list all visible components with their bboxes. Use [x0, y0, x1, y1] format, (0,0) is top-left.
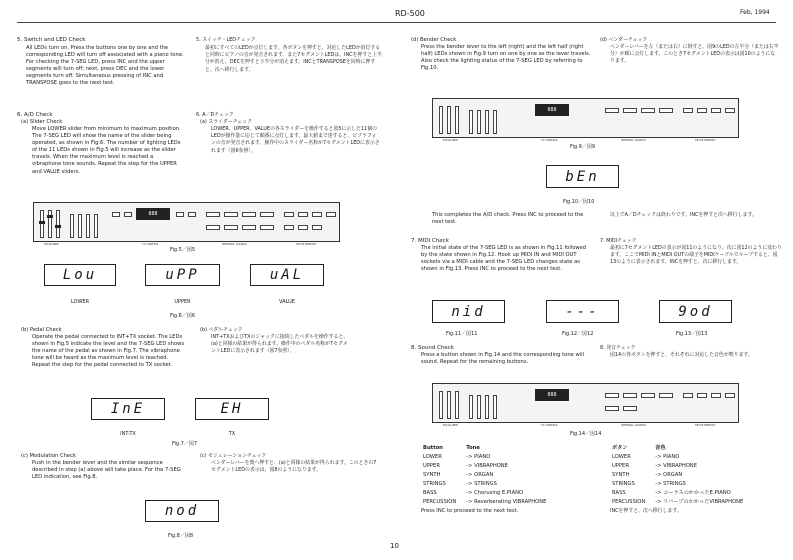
slider-lower [40, 210, 44, 238]
table-row [612, 463, 751, 470]
fig7-lcd-int-tx: InE [91, 398, 165, 420]
panel-button [284, 225, 294, 230]
s6-body-jp: LOWER、UPPER、VALUEの各スライダーを操作すると図5に示した11個のLEDが操作量に応じて順番に点灯します。最大値まで達すると、ビブラフォンの音が発音されます。操作中のスライダー名称が7セグメントLEDに表示されます（図6参照）。 [211, 126, 380, 154]
panel-button [124, 212, 132, 217]
s6-sub-en: (a) Slider Check [21, 119, 63, 125]
row-button: SYNTH [612, 472, 630, 478]
tone-footer-en: Press INC to proceed to the next test. [421, 508, 519, 514]
row-tone: -> ORGAN [466, 472, 494, 478]
panel-button [242, 225, 256, 230]
slider [447, 106, 451, 134]
s6b-body-en: Operate the pedal connected to INT+TX socket. The LEDs shown in Fig.5 indicate the level and the 7-SEG LED shows the name of the pedal as shown in Fig.7. The vibraphone tone will be heard as the maximum level is reached. Repeat the step for the pedal connected to TX socket. [32, 334, 185, 369]
label-tx-control: TX CONTROL [541, 139, 558, 142]
panel-button [176, 212, 184, 217]
s7-body-en: The initial state of the 7-SEG LED is as shown in Fig.11 followed by the state shown in Fig.12. Hook up MIDI IN and MIDI OUT sockets via a MIDI cable and the 7-SEG LED changes state as shown in Fig.13. Press INC to proceed to the next test. [421, 245, 587, 273]
panel-button [725, 108, 735, 113]
s8-title-en: 8. Sound Check [411, 345, 454, 351]
slider [439, 106, 443, 134]
panel-button [298, 212, 308, 217]
model-title: RD-500 [395, 9, 425, 18]
header-button-jp: ボタン [612, 445, 628, 451]
s6-title-jp: 6. A／Dチェック [196, 112, 234, 118]
s6-sub-jp: (a) スライダーチェック [200, 119, 253, 125]
s7-title-jp: 7. MIDIチェック [600, 238, 637, 244]
row-tone: -> STRINGS [466, 481, 497, 487]
label-tx-control: TX CONTROL [142, 243, 159, 246]
tone-button [659, 393, 673, 398]
slider [455, 106, 459, 134]
panel-button [284, 212, 294, 217]
s6-title-en: 6. A/D Check [17, 112, 53, 118]
table-row [612, 490, 751, 497]
label-equalizer: EQUALIZER [443, 139, 458, 142]
label-setup-memory: SETUP MEMORY [695, 424, 716, 427]
fig8-lcd: nod [145, 500, 219, 522]
label-internal-sounds: INTERNAL SOUNDS [621, 424, 646, 427]
panel-button [697, 393, 707, 398]
fig6-caption: Fig.6／図6 [170, 313, 196, 319]
fig6-label-upper: UPPER [174, 299, 191, 305]
row-button: LOWER [612, 454, 631, 460]
panel-button [711, 108, 721, 113]
fig6-lcd-value: uAL [250, 264, 324, 286]
fig7-caption: Fig.7／図7 [172, 441, 198, 447]
s6d-body-en: Press the bender lever to the left (right) and the left half (right half) LEDs shown in Fig.9 turn on one by one as the lever travels. Also check the lighting status of the 7-SEG LED by referring to Fig.10. [421, 44, 591, 72]
fig8-caption: Fig.8／図8 [168, 533, 194, 539]
s8-title-jp: 8. 発音チェック [600, 345, 636, 351]
fig12-lcd: --- [546, 300, 619, 323]
row-button: STRINGS [423, 481, 446, 487]
fig7-lcd-tx: EH [195, 398, 269, 420]
table-row [612, 481, 751, 488]
slider-knob [39, 221, 45, 224]
tone-button [623, 393, 637, 398]
row-tone: -> コーラスのかかったE.PIANO [655, 490, 731, 496]
panel-button [224, 212, 238, 217]
slider [439, 391, 443, 419]
date: Feb, 1994 [740, 9, 770, 16]
s6-body-en: Move LOWER slider from minimum to maximum position. The 7-SEG LED will show the name of the slider being operated, as shown in Fig.6. The number of lighting LEDs of the 11 LEDs shown in Fig.5 will increase as the slider travels. When the maximum level is reached a vibraphone tone sounds. Repeat the step for the UPPER and VALUE sliders. [32, 126, 181, 175]
slider [78, 214, 82, 238]
slider [493, 395, 497, 419]
slider [469, 110, 473, 134]
row-button: PERCUSSION [423, 499, 457, 505]
row-button: LOWER [423, 454, 442, 460]
s7-body-jp: 最初に7セグメントLEDの表示が図11のようになり、次に図12のように変わります。ここでMIDI INとMIDI OUTの端子をMIDIケーブルでループすると、図13のように表示されます。INCを押すと、次に移行します。 [610, 245, 782, 266]
fig5-caption: Fig.5／図5 [170, 247, 196, 253]
fig10-lcd: bEn [546, 165, 619, 188]
tone-table-jp [610, 443, 753, 508]
fig11-lcd: nid [432, 300, 505, 323]
ad-end-en: This completes the A/D check. Press INC to proceed to the next test. [432, 212, 584, 226]
s8-body-en: Press a button shown in Fig.14 and the corresponding tone will sound. Repeat for the remaining buttons. [421, 352, 585, 366]
s7-title-en: 7. MIDI Check [411, 238, 449, 244]
slider-knob [55, 225, 61, 228]
panel-button [224, 225, 238, 230]
fig6-label-value: VALUE [279, 299, 295, 305]
label-setup-memory: SETUP MEMORY [296, 243, 317, 246]
fig13-lcd: 9od [659, 300, 732, 323]
s5-title-jp: 5. スイッチ・LEDチェック [196, 37, 256, 43]
fig10-caption: Fig.10／図10 [563, 199, 595, 205]
panel-button [206, 225, 220, 230]
row-button: UPPER [612, 463, 629, 469]
s6c-sub-en: (c) Modulation Check [21, 453, 76, 459]
fig7-label-tx: TX [228, 431, 236, 437]
ad-end-jp: 以上でA／Dチェックは終わりです。INCを押すと次へ移行します。 [610, 212, 757, 218]
row-tone: -> Chorusing E.PIANO [466, 490, 524, 496]
s6b-body-jp: INT+TXおよびTXのジャックに接続したペダルを操作すると、(a)と同様の結果が得られます。操作中のペダル名称が7セグメントLEDに表示されます（図7参照）。 [211, 334, 349, 355]
fig14-panel [432, 383, 739, 427]
panel-button [683, 108, 693, 113]
panel-button [188, 212, 196, 217]
s6c-sub-jp: (c) モジュレーションチェック [200, 453, 267, 459]
tone-table-en [421, 443, 556, 508]
panel-button [206, 212, 220, 217]
s6d-body-jp: ベンダーレバーを左（または右）に倒すと、図9のLEDの左半分（または右半分）が順に点灯します。このとき7セグメントLEDの表示は図10のようになります。 [610, 44, 779, 65]
row-tone: -> PIANO [466, 454, 491, 460]
row-tone: -> VIBRAPHONE [466, 463, 508, 469]
page-number: 10 [390, 542, 399, 550]
table-row [612, 454, 751, 461]
s6b-sub-en: (b) Pedal Check [21, 327, 62, 333]
panel-display: 888 [535, 104, 569, 116]
fig13-caption: Fig.13／図13 [676, 331, 708, 337]
fig6-lcd-upper: uPP [145, 264, 220, 286]
table-row [423, 499, 554, 506]
header-tone: Tone [466, 445, 480, 451]
fig7-label-int-tx: INT-TX [120, 431, 136, 437]
slider [469, 395, 473, 419]
tone-button [623, 406, 637, 411]
label-internal-sounds: INTERNAL SOUNDS [621, 139, 646, 142]
panel-button [260, 212, 274, 217]
panel-button [659, 108, 673, 113]
tone-footer-jp: INCを押すと、次へ移行します。 [610, 508, 682, 514]
panel-button [683, 393, 693, 398]
s6c-body-en: Push in the bender lever and the similar sequence described in step (a) above will take place. For the 7-SEG LED indication, see Fig.8. [32, 460, 181, 481]
slider [477, 110, 481, 134]
slider [493, 110, 497, 134]
panel-button [711, 393, 721, 398]
row-tone: -> ORGAN [655, 472, 683, 478]
panel-button [623, 108, 637, 113]
panel-button [641, 108, 655, 113]
s5-body-jp: 最初にすべてのLEDが点灯します。各ボタンを押すと、対応したLEDが消灯すると同時にピアノの音が発音されます。また7セグメントLEDは、INCを押すと上半分が消え、DECを押すと下半分が消えます。INCとTRANSPOSEを同時に押すと、次へ移行します。 [205, 45, 382, 73]
fig6-lcd-lower: Lou [44, 264, 116, 286]
fig9-caption: Fig.9／図9 [570, 144, 596, 150]
table-row [423, 472, 554, 479]
table-row [612, 472, 751, 479]
slider [94, 214, 98, 238]
slider [70, 214, 74, 238]
fig11-caption: Fig.11／図11 [446, 331, 478, 337]
slider [447, 391, 451, 419]
row-tone: -> VIBRAPHONE [655, 463, 697, 469]
table-row [423, 490, 554, 497]
panel-button [312, 225, 322, 230]
row-button: BASS [612, 490, 626, 496]
table-row [423, 463, 554, 470]
panel-button [697, 108, 707, 113]
panel-button [298, 225, 308, 230]
panel-display: 888 [535, 389, 569, 401]
label-equalizer: EQUALIZER [443, 424, 458, 427]
tone-button [641, 393, 655, 398]
row-button: UPPER [423, 463, 440, 469]
row-button: PERCUSSION [612, 499, 646, 505]
row-button: STRINGS [612, 481, 635, 487]
fig6-label-lower: LOWER [70, 299, 90, 305]
panel-button [260, 225, 274, 230]
slider [455, 391, 459, 419]
slider-value [56, 210, 60, 238]
fig5-panel [33, 202, 340, 246]
panel-display: 888 [136, 208, 170, 220]
slider [485, 395, 489, 419]
slider [86, 214, 90, 238]
slider-knob [47, 215, 53, 218]
s6d-sub-en: (d) Bender Check [411, 37, 457, 43]
label-setup-memory: SETUP MEMORY [695, 139, 716, 142]
row-button: SYNTH [423, 472, 441, 478]
table-row [612, 499, 751, 506]
panel-button [242, 212, 256, 217]
s6c-body-jp: ベンダーレバーを奥へ押すと、(a)と同様の結果が得られます。このときの7セグメントLEDの表示は、図8のようになります。 [211, 460, 377, 474]
label-tx-control: TX CONTROL [541, 424, 558, 427]
slider [477, 395, 481, 419]
s6b-sub-jp: (b) ペダルチェック [200, 327, 243, 333]
panel-button [725, 393, 735, 398]
row-tone: -> PIANO [655, 454, 680, 460]
panel-button [605, 108, 619, 113]
fig14-caption: Fig.14／図14 [570, 431, 602, 437]
s5-body-en: All LEDs turn on. Press the buttons one by one and the corresponding LED will turn off associated with a piano tone. For checking the 7-SEG LED, press INC and the upper segments will turn off; next, press DEC and the lower segments turn off. Simultaneous pressing of INC and TRANSPOSE goes to the next test. [26, 45, 184, 87]
row-tone: -> リバーブのかかったVIBRAPHONE [655, 499, 744, 505]
panel-button [326, 212, 336, 217]
tone-button [605, 393, 619, 398]
header-tone-jp: 音色 [655, 445, 666, 451]
tone-button [605, 406, 619, 411]
fig9-panel [432, 98, 739, 142]
label-equalizer: EQUALIZER [44, 243, 59, 246]
s5-title-en: 5. Switch and LED Check [17, 37, 86, 43]
table-row [423, 481, 554, 488]
row-button: BASS [423, 490, 437, 496]
s8-body-jp: 図14の各ボタンを押すと、それぞれに対応した音色が鳴ります。 [610, 352, 753, 358]
s6d-sub-jp: (d) ベンダーチェック [600, 37, 648, 43]
label-internal-sounds: INTERNAL SOUNDS [222, 243, 247, 246]
panel-button [312, 212, 322, 217]
panel-button [112, 212, 120, 217]
fig12-caption: Fig.12／図12 [562, 331, 594, 337]
row-tone: -> STRINGS [655, 481, 686, 487]
table-row [423, 454, 554, 461]
header-rule [17, 22, 776, 23]
header-button: Button [423, 445, 443, 451]
slider [485, 110, 489, 134]
row-tone: -> Reverberating VIBRAPHONE [466, 499, 547, 505]
